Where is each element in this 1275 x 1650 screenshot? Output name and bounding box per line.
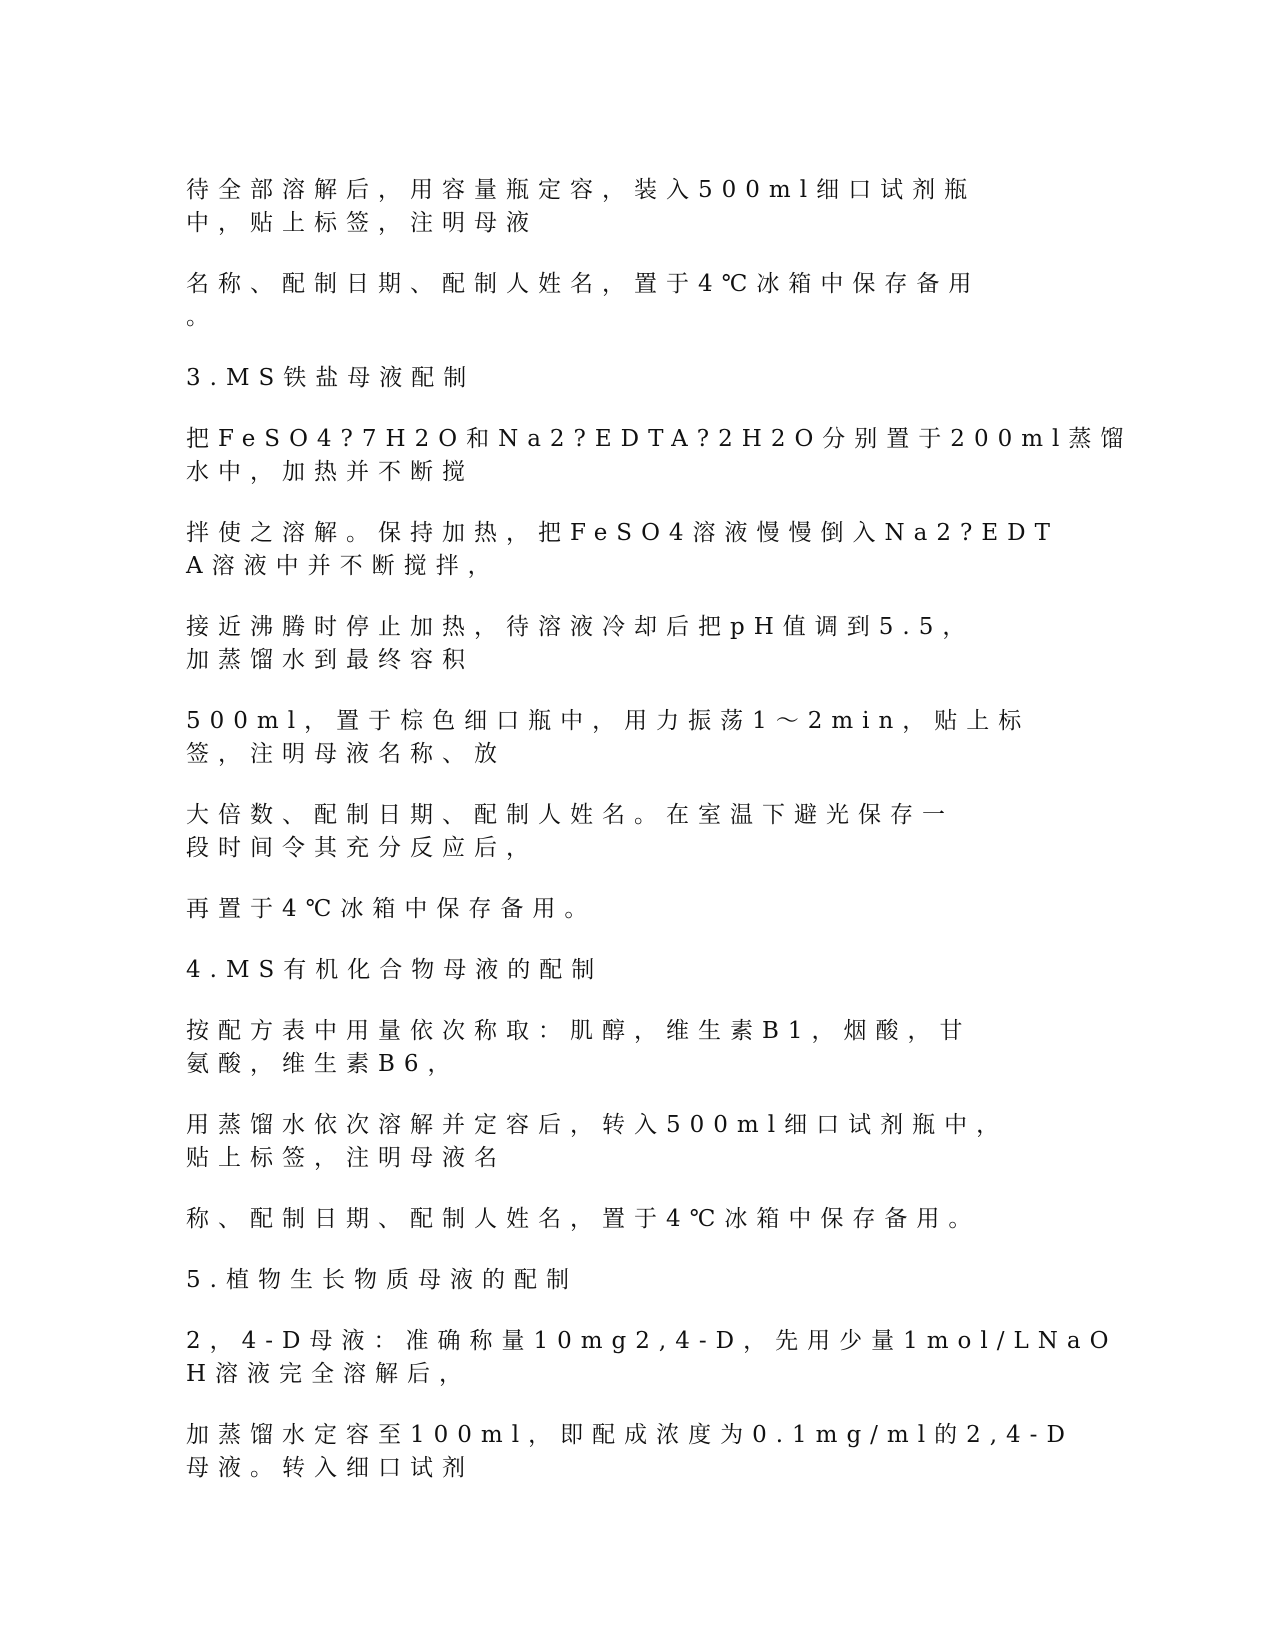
text-line: 加蒸馏水到最终容积	[186, 647, 474, 673]
paragraph-1	[186, 174, 1096, 240]
text-line: 水中，加热并不断搅	[186, 459, 474, 485]
paragraph-7	[186, 705, 1096, 771]
text-line: 接近沸腾时停止加热，待溶液冷却后把pH值调到5.5，	[186, 614, 975, 640]
text-line: A溶液中并不断搅拌，	[186, 553, 500, 579]
text-line: H溶液完全溶解后，	[186, 1361, 472, 1387]
text-line: 签，注明母液名称、放	[186, 741, 506, 767]
paragraph-16	[186, 1419, 1096, 1485]
heading-line: 4.MS有机化合物母液的配制	[186, 957, 604, 983]
text-line: 再置于4℃冰箱中保存备用。	[186, 896, 597, 922]
section-heading-5	[186, 1264, 1096, 1297]
text-line: 加蒸馏水定容至100ml，即配成浓度为0.1mg/ml的2,4-D	[186, 1422, 1074, 1448]
paragraph-11	[186, 1015, 1096, 1081]
text-line: 2，4-D母液：准确称量10mg2,4-D，先用少量1mol/LNaO	[186, 1328, 1118, 1354]
paragraph-5	[186, 517, 1096, 583]
heading-line: 5.植物生长物质母液的配制	[186, 1267, 578, 1293]
text-line: 氨酸，维生素B6，	[186, 1051, 460, 1077]
text-line: 按配方表中用量依次称取：肌醇，维生素B1，烟酸，甘	[186, 1018, 972, 1044]
paragraph-12	[186, 1109, 1096, 1175]
text-line: 中，贴上标签，注明母液	[186, 210, 538, 236]
text-line: 拌使之溶解。保持加热，把FeSO4溶液慢慢倒入Na2?EDT	[186, 520, 1059, 546]
text-line: 待全部溶解后，用容量瓶定容，装入500ml细口试剂瓶	[186, 177, 977, 203]
paragraph-9	[186, 893, 1096, 926]
section-heading-4	[186, 954, 1096, 987]
text-line: 500ml，置于棕色细口瓶中，用力振荡1～2min，贴上标	[186, 708, 1031, 734]
text-line: 段时间令其充分反应后，	[186, 835, 538, 861]
section-heading-3	[186, 362, 1096, 395]
text-line: 母液。转入细口试剂	[186, 1455, 474, 1481]
paragraph-6	[186, 611, 1096, 677]
text-line: 大倍数、配制日期、配制人姓名。在室温下避光保存一	[186, 802, 954, 828]
paragraph-15	[186, 1325, 1118, 1391]
text-line: 称、配制日期、配制人姓名，置于4℃冰箱中保存备用。	[186, 1206, 981, 1232]
paragraph-4	[186, 423, 1133, 489]
text-line: 把FeSO4?7H2O和Na2?EDTA?2H2O分别置于200ml蒸馏	[186, 426, 1133, 452]
text-line: 名称、配制日期、配制人姓名，置于4℃冰箱中保存备用	[186, 271, 981, 297]
paragraph-8	[186, 799, 1096, 865]
text-line: 贴上标签，注明母液名	[186, 1145, 506, 1171]
heading-line: 3.MS铁盐母液配制	[186, 365, 476, 391]
text-line: 用蒸馏水依次溶解并定容后，转入500ml细口试剂瓶中，	[186, 1112, 1009, 1138]
document-body	[186, 174, 1133, 1513]
paragraph-2	[186, 268, 1096, 334]
text-line: 。	[186, 304, 218, 330]
paragraph-13	[186, 1203, 1096, 1236]
